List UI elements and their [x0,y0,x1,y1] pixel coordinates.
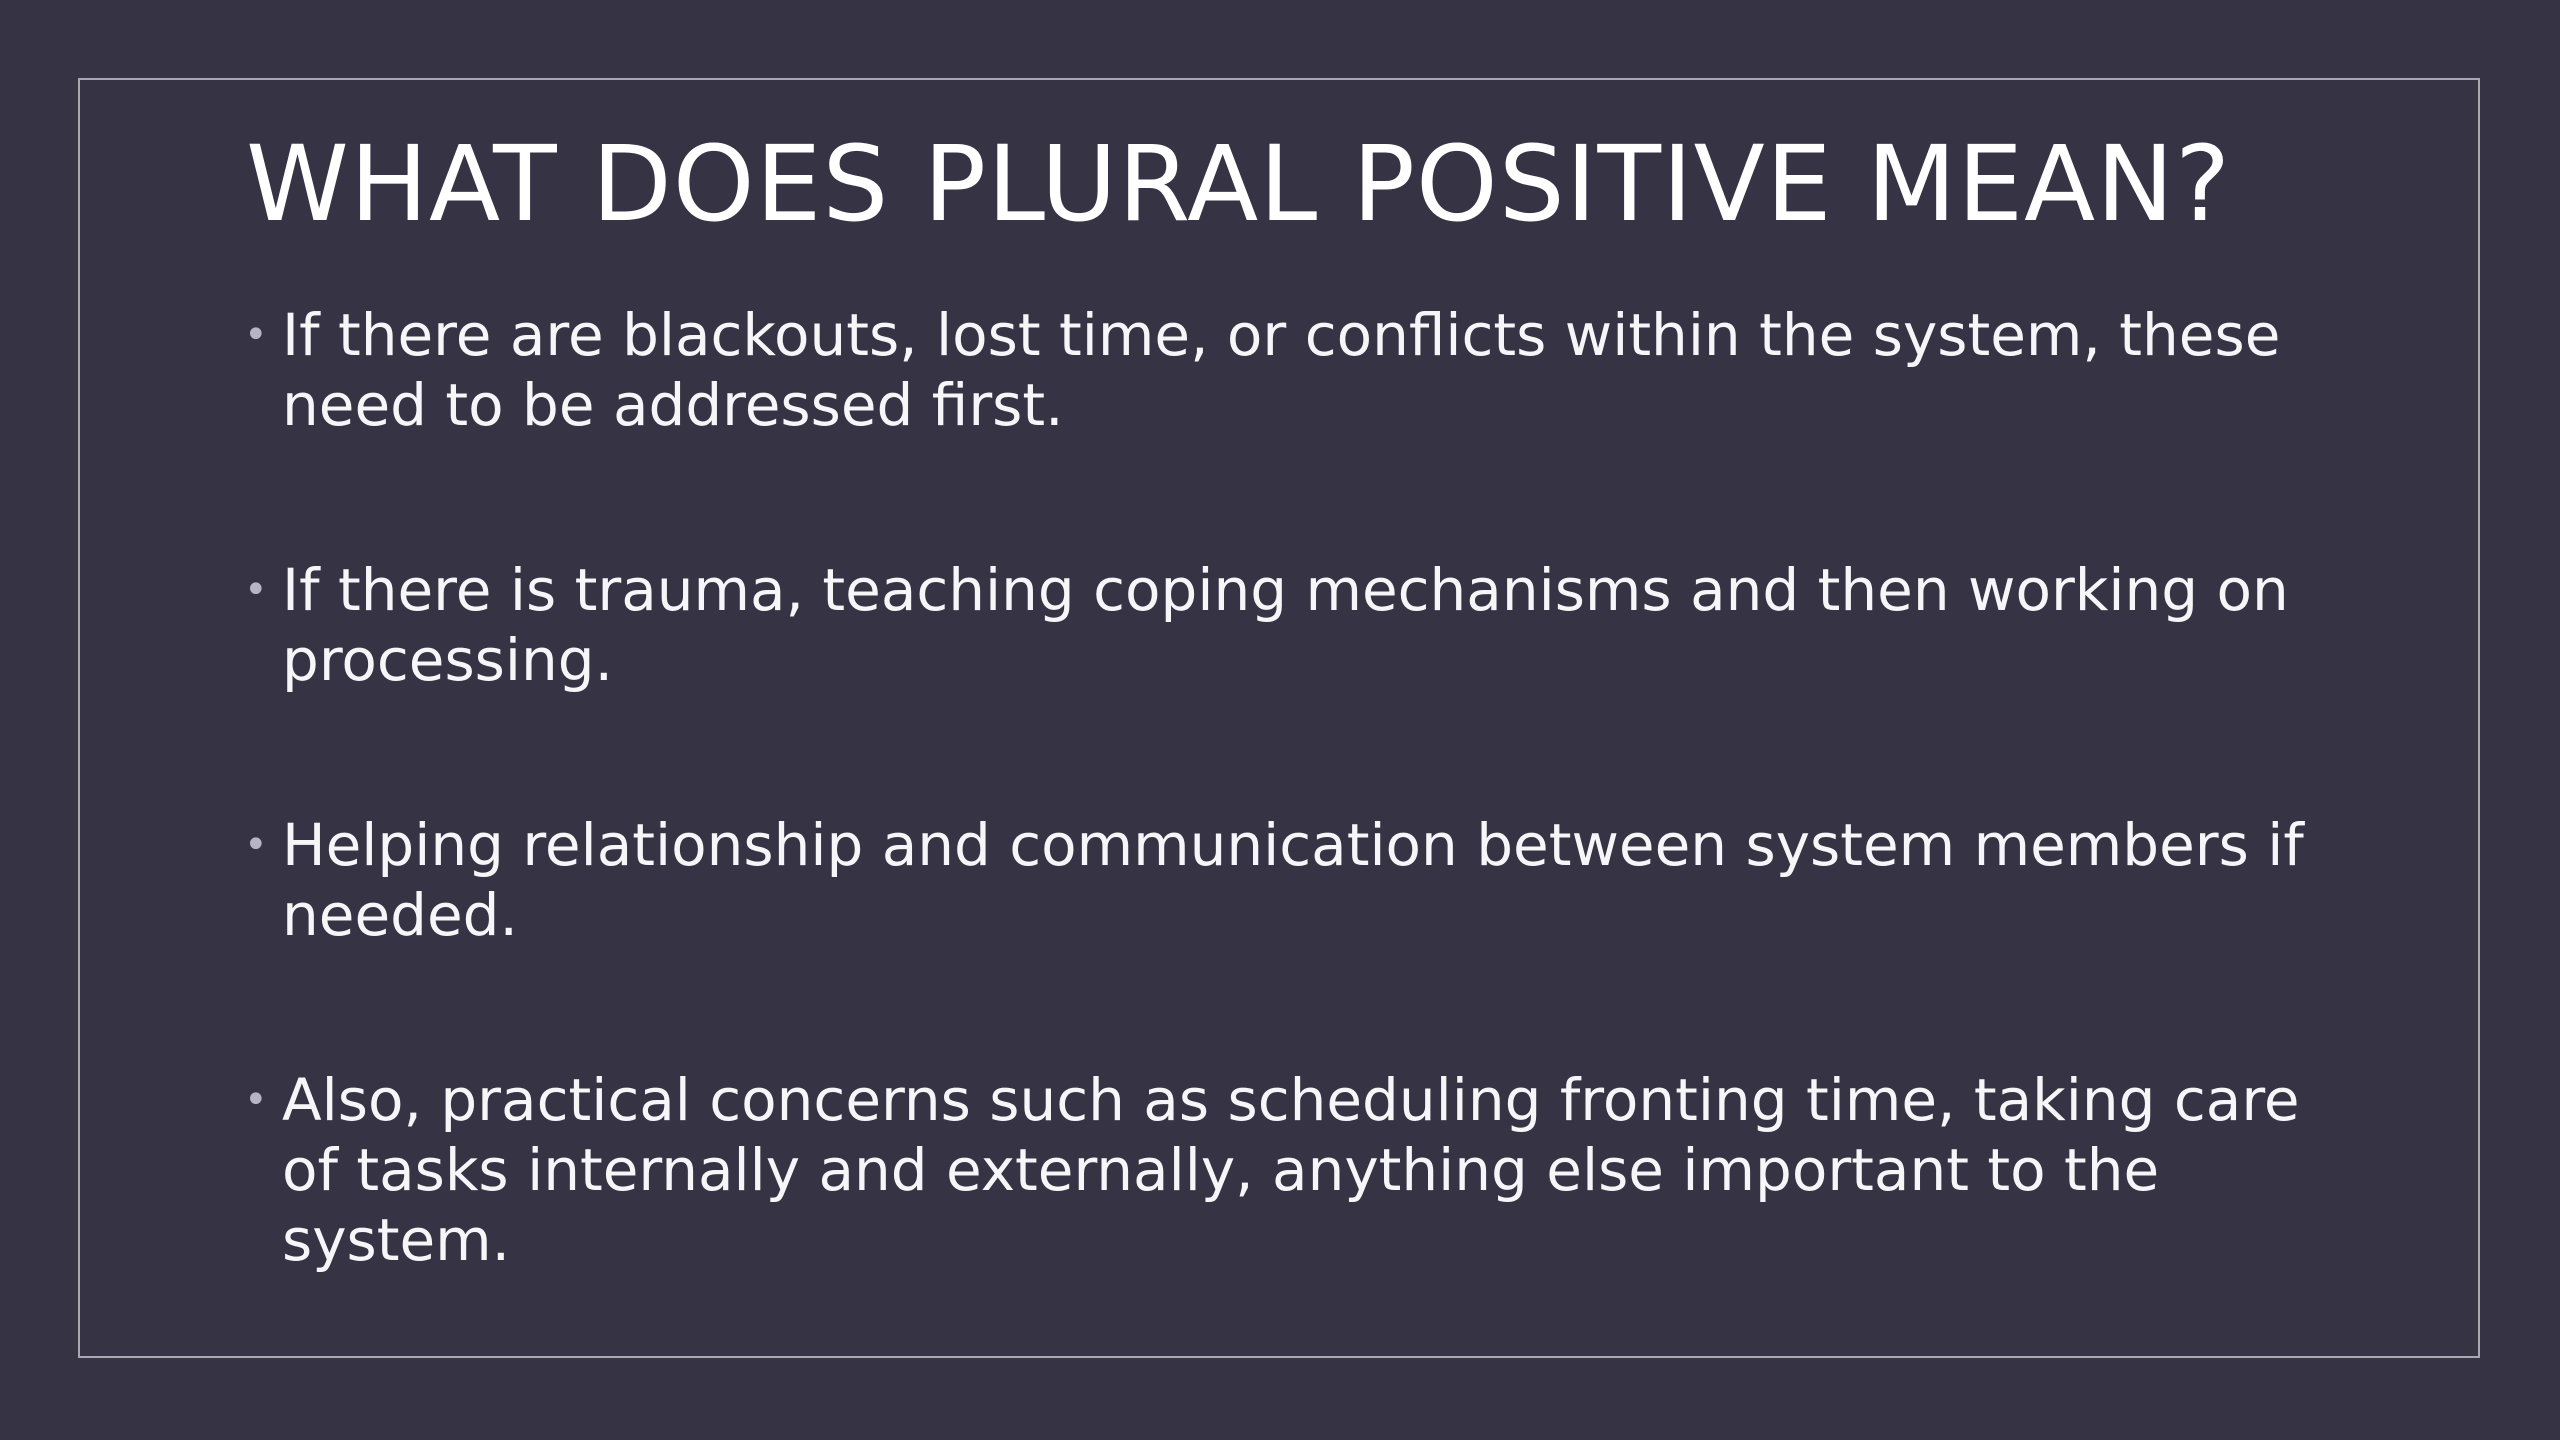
bullet-text: If there are blackouts, lost time, or conflicts within the system, these need to be addressed first. [282,301,2281,439]
bullet-marker-icon: • [244,1077,268,1123]
bullet-item [244,300,2324,440]
bullet-text: Helping relationship and communication between system members if needed. [282,811,2304,949]
bullet-text: Also, practical concerns such as scheduling fronting time, taking care of tasks internally and externally, anything else important to the system. [282,1066,2300,1274]
bullet-list [244,300,2324,1275]
bullet-marker-icon: • [244,312,268,358]
bullet-marker-icon: • [244,822,268,868]
bullet-item [244,1065,2324,1275]
bullet-item [244,810,2324,950]
slide-title: WHAT DOES PLURAL POSITIVE MEAN? [246,123,2232,245]
bullet-text: If there is trauma, teaching coping mechanisms and then working on processing. [282,556,2289,694]
bullet-item [244,555,2324,695]
bullet-marker-icon: • [244,567,268,613]
